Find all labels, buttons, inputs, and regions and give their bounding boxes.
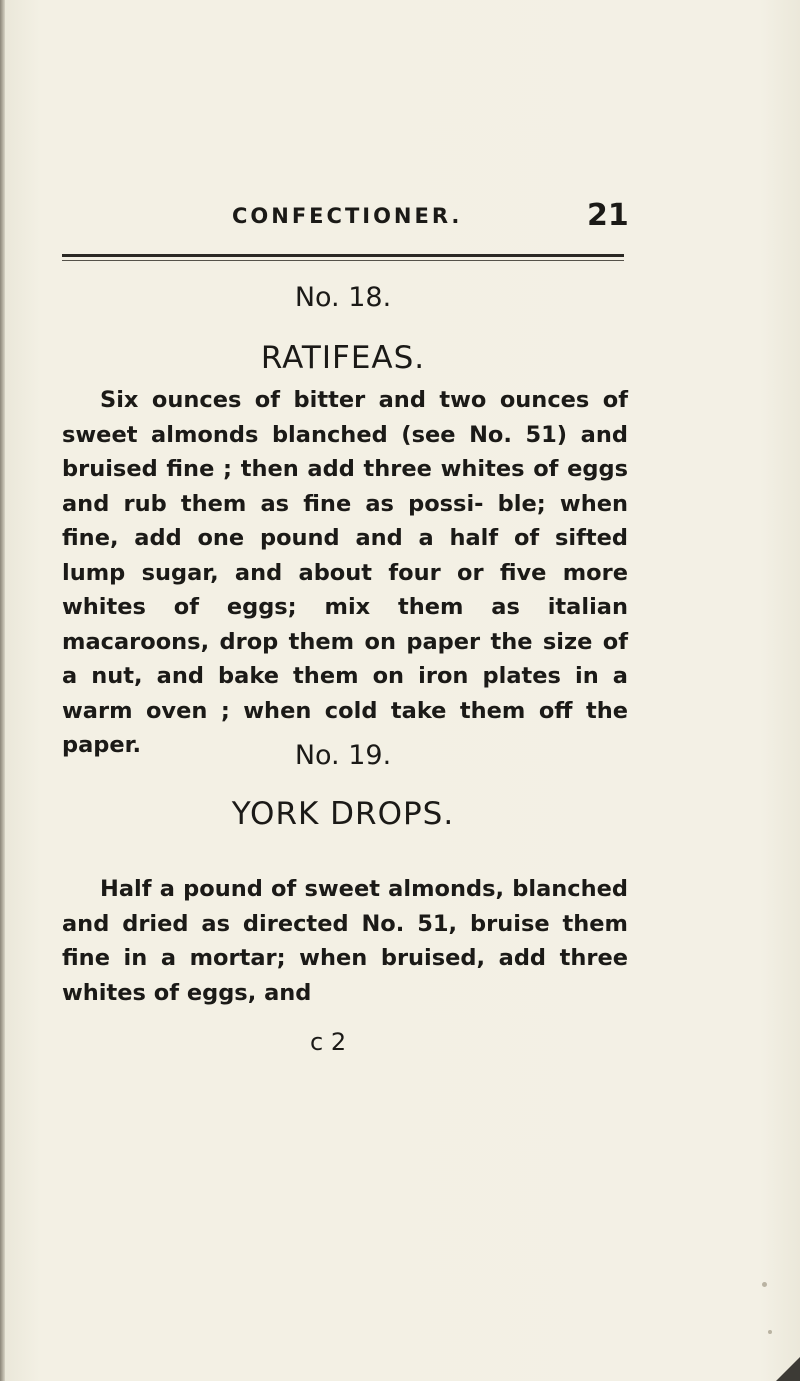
- page-number: 21: [587, 198, 629, 233]
- recipe-number: No. 18.: [294, 282, 392, 313]
- running-head: [0, 198, 800, 238]
- header-rule-thin: [62, 260, 624, 261]
- running-title: CONFECTIONER.: [232, 204, 463, 228]
- paper-speck: [762, 1282, 767, 1287]
- recipe-title: YORK DROPS.: [231, 796, 455, 832]
- recipe-title: RATIFEAS.: [260, 340, 426, 376]
- recipe-text: Six ounces of bitter and two ounces of sweet almonds blanched (see No. 51) and bruised fine ; then add three whites of eggs and rub them as fine as possi- ble; when fine, add one pound and a half of sifted lump sugar, and about four or five more whites of eggs; mix them as italian macaroons, drop them on paper the size of a nut, and bake them on iron plates in a warm oven ; when cold take them off the paper.: [62, 387, 628, 758]
- signature-mark: c 2: [310, 1028, 347, 1056]
- recipe-text: Half a pound of sweet almonds, blanched and dried as directed No. 51, bruise them fine in a mortar; when bruised, add three whites of eggs, and: [62, 876, 628, 1006]
- header-rule: [62, 254, 624, 257]
- recipe-number: No. 19.: [294, 740, 392, 771]
- paper-speck: [768, 1330, 772, 1334]
- page-corner-shadow: [776, 1357, 800, 1381]
